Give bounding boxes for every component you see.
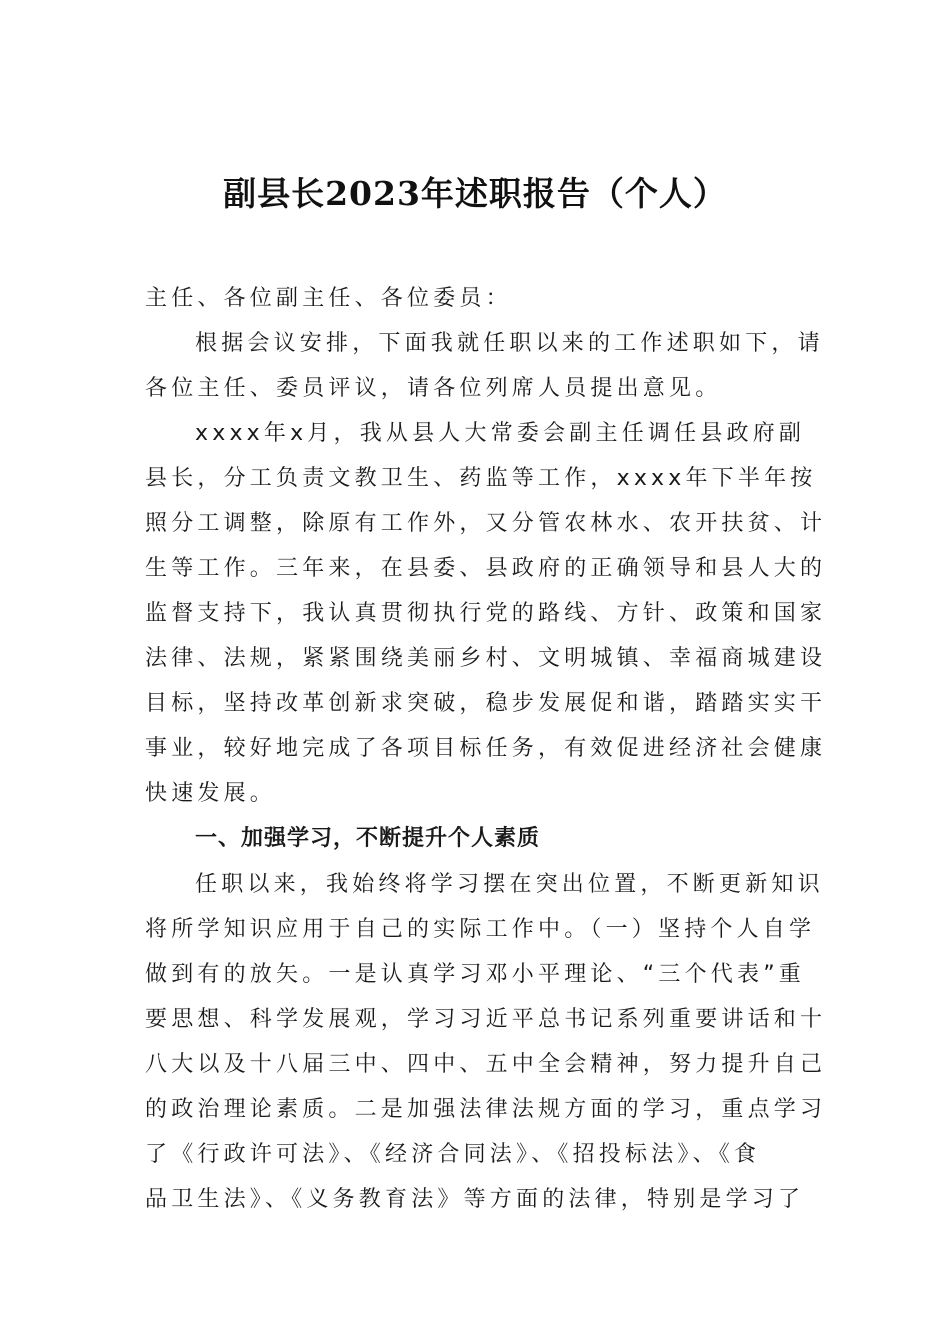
paragraph-line: 了《行政许可法》、《经济合同法》、《招投标法》、《食 [145, 1142, 761, 1167]
paragraph-line: 照分工调整，除原有工作外，又分管农林水、农开扶贫、计 [145, 511, 827, 536]
paragraph-line: 快速发展。 [145, 781, 277, 806]
paragraph-line: 根据会议安排，下面我就任职以来的工作述职如下，请 [195, 331, 824, 356]
document-body [145, 276, 827, 1222]
paragraph-line: 做到有的放矢。一是认真学习邓小平理论、“三个代表”重 [145, 962, 805, 987]
paragraph-line: 生等工作。三年来，在县委、县政府的正确领导和县人大的 [145, 556, 827, 581]
paragraph-line: 县长，分工负责文教卫生、药监等工作，xxxx年下半年按 [145, 466, 817, 491]
paragraph-line: 法律、法规，紧紧围绕美丽乡村、文明城镇、幸福商城建设 [145, 646, 827, 671]
paragraph-line: 各位主任、委员评议，请各位列席人员提出意见。 [145, 376, 722, 401]
salutation: 主任、各位副主任、各位委员： [145, 286, 512, 311]
paragraph-line: 要思想、科学发展观，学习习近平总书记系列重要讲话和十 [145, 1007, 827, 1032]
section-heading: 一、加强学习，不断提升个人素质 [195, 826, 541, 851]
paragraph-background [145, 411, 827, 816]
paragraph-line: xxxx年x月，我从县人大常委会副主任调任县政府副 [195, 421, 806, 446]
paragraph-line: 品卫生法》、《义务教育法》等方面的法律，特别是学习了 [145, 1187, 805, 1212]
paragraph-line: 事业，较好地完成了各项目标任务，有效促进经济社会健康 [145, 736, 827, 761]
section-1 [145, 816, 827, 1222]
document-title: 副县长2023年述职报告（个人） [223, 174, 727, 213]
paragraph-line: 监督支持下，我认真贯彻执行党的路线、方针、政策和国家 [145, 601, 827, 626]
paragraph-line: 任职以来，我始终将学习摆在突出位置，不断更新知识 [195, 872, 824, 897]
paragraph-line: 目标，坚持改革创新求突破，稳步发展促和谐，踏踏实实干 [145, 691, 827, 716]
paragraph-intro [145, 321, 824, 411]
paragraph-line: 将所学知识应用于自己的实际工作中。（一）坚持个人自学 [145, 917, 816, 942]
paragraph-line: 八大以及十八届三中、四中、五中全会精神，努力提升自己 [145, 1052, 827, 1077]
paragraph-line: 的政治理论素质。二是加强法律法规方面的学习，重点学习 [145, 1097, 827, 1122]
